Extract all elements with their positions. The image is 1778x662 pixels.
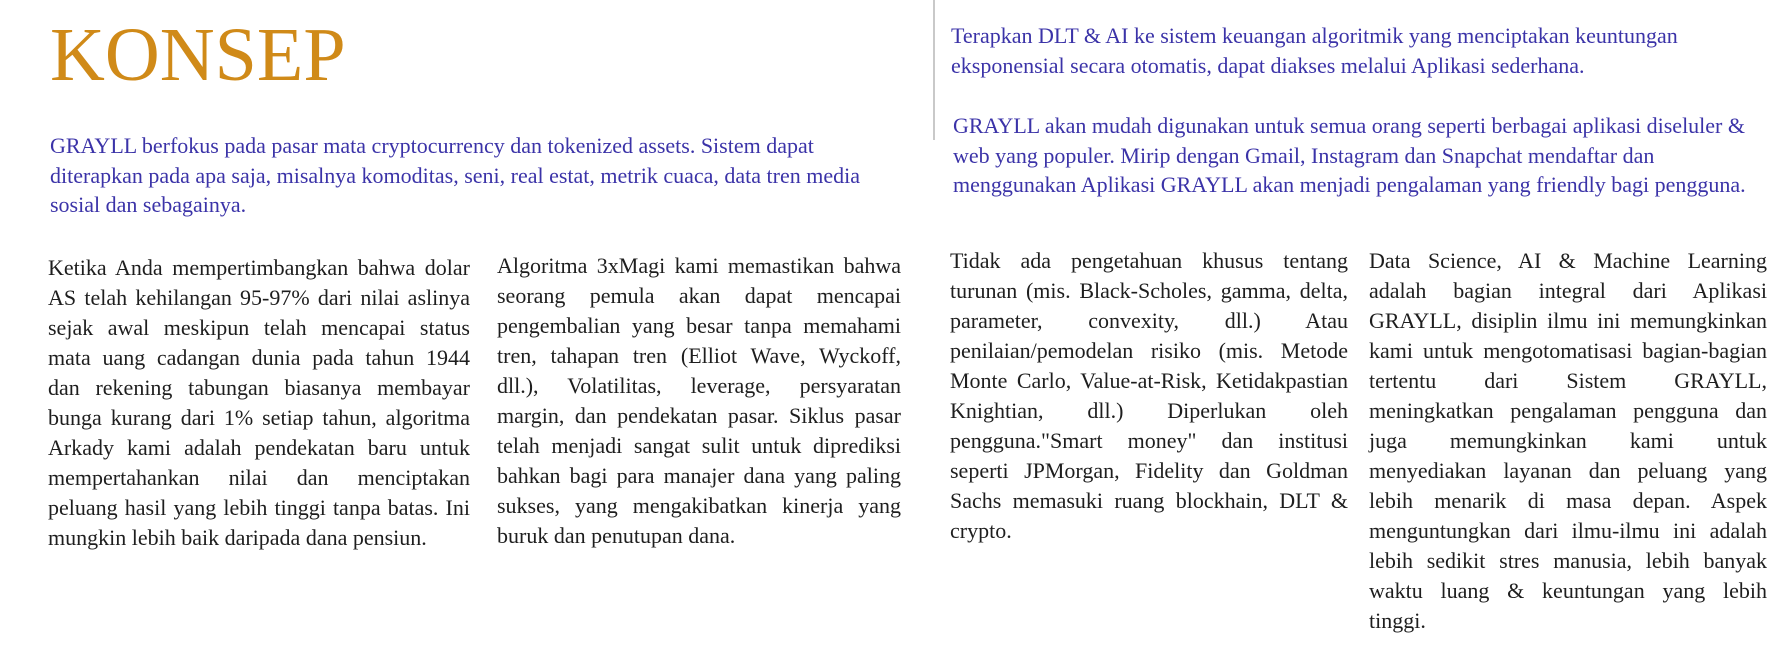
body-column-3: Tidak ada pengetahuan khusus tentang turunan (mis. Black-Scholes, gamma, delta, parameter, convexity, dll.) Atau penilaian/pemodelan risiko (mis. Metode Monte Carlo, Value-at-Risk, Ketidakpastian Knightian, dll.) Diperlukan oleh pengguna."Smart money" dan institusi seperti JPMorgan, Fidelity dan Goldman Sachs memasuki ruang blockhain, DLT & crypto. [950, 248, 1348, 543]
body-column-4: Data Science, AI & Machine Learning adalah bagian integral dari Aplikasi GRAYLL, disiplin ilmu ini memungkinkan kami untuk mengotomatisasi bagian-bagian tertentu dari Sistem GRAYLL, meningkatkan pengalaman pengguna dan juga memungkinkan kami untuk menyediakan layanan dan peluang yang lebih menarik di masa depan. Aspek menguntungkan dari ilmu-ilmu ini adalah lebih sedikit stres manusia, lebih banyak waktu luang & keuntungan yang lebih tinggi. [1369, 248, 1767, 633]
intro-left-paragraph: GRAYLL berfokus pada pasar mata cryptocurrency dan tokenized assets. Sistem dapat diterapkan pada apa saja, misalnya komoditas, seni, real estat, metrik cuaca, data tren media sosial dan sebagainya. [50, 133, 861, 217]
page-title: KONSEP [50, 13, 346, 97]
body-column-2: Algoritma 3xMagi kami memastikan bahwa seorang pemula akan dapat mencapai pengembalian yang besar tanpa memahami tren, tahapan tren (Elliot Wave, Wyckoff, dll.), Volatilitas, leverage, persyaratan margin, dan pendekatan pasar. Siklus pasar telah menjadi sangat sulit untuk diprediksi bahkan bagi para manajer dana yang paling sukses, yang mengakibatkan kinerja yang buruk dan penutupan dana. [497, 253, 901, 548]
intro-right-paragraph-2: GRAYLL akan mudah digunakan untuk semua orang seperti berbagai aplikasi diseluler & web yang populer. Mirip dengan Gmail, Instagram dan Snapchat mendaftar dan menggunakan Aplikasi GRAYLL akan menjadi pengalaman yang friendly bagi pengguna. [953, 113, 1746, 197]
column-divider [933, 0, 935, 140]
body-column-1: Ketika Anda mempertimbangkan bahwa dolar AS telah kehilangan 95-97% dari nilai aslinya sejak awal meskipun telah mencapai status mata uang cadangan dunia pada tahun 1944 dan rekening tabungan biasanya membayar bunga kurang dari 1% setiap tahun, algoritma Arkady kami adalah pendekatan baru untuk mempertahankan nilai dan menciptakan peluang hasil yang lebih tinggi tanpa batas. Ini mungkin lebih baik daripada dana pensiun. [48, 255, 470, 550]
intro-right-paragraph-1: Terapkan DLT & AI ke sistem keuangan algoritmik yang menciptakan keuntungan eksponensial secara otomatis, dapat diakses melalui Aplikasi sederhana. [951, 23, 1678, 78]
